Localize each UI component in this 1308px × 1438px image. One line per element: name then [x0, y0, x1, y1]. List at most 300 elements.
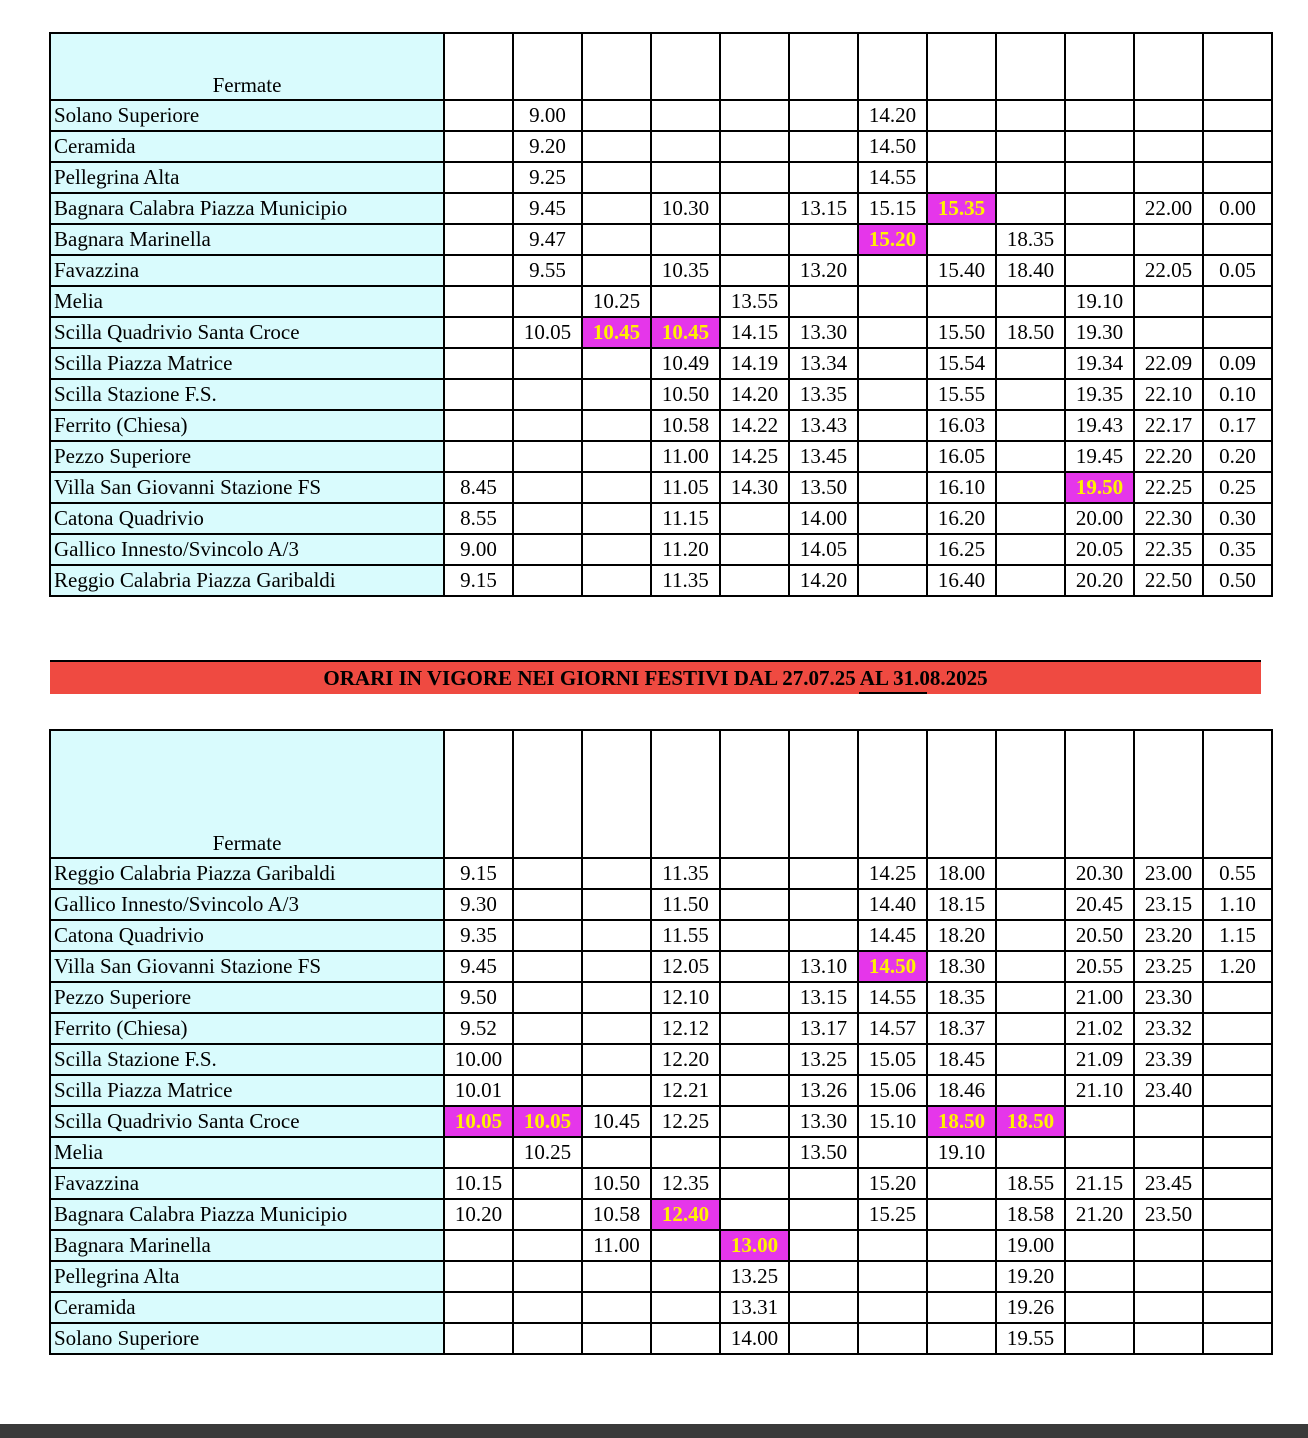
stop-name: Pellegrina Alta	[50, 162, 444, 193]
footer-bar	[0, 1424, 1308, 1438]
time-cell	[996, 503, 1065, 534]
header-run-cell	[858, 730, 927, 858]
time-cell	[789, 1199, 858, 1230]
time-cell	[1203, 1168, 1272, 1199]
time-cell	[858, 1137, 927, 1168]
time-cell: 19.43	[1065, 410, 1134, 441]
time-cell: 9.55	[513, 255, 582, 286]
time-cell	[513, 951, 582, 982]
time-cell: 13.55	[720, 286, 789, 317]
time-cell	[789, 1168, 858, 1199]
table-row	[50, 131, 1272, 162]
time-cell	[1065, 1323, 1134, 1354]
time-cell	[789, 286, 858, 317]
header-run-cell	[789, 33, 858, 100]
time-cell	[720, 162, 789, 193]
time-cell: 11.35	[651, 565, 720, 596]
time-cell: 14.45	[858, 920, 927, 951]
highlighted-time-cell: 18.50	[927, 1106, 996, 1137]
time-cell	[720, 565, 789, 596]
time-cell: 8.45	[444, 472, 513, 503]
time-cell	[651, 162, 720, 193]
time-cell	[1203, 317, 1272, 348]
table-row	[50, 889, 1272, 920]
table-row	[50, 1137, 1272, 1168]
time-cell: 19.34	[1065, 348, 1134, 379]
time-cell: 10.01	[444, 1075, 513, 1106]
time-cell	[789, 920, 858, 951]
time-cell: 16.10	[927, 472, 996, 503]
time-cell: 0.20	[1203, 441, 1272, 472]
time-cell: 9.45	[513, 193, 582, 224]
header-row	[50, 33, 1272, 100]
time-cell: 14.19	[720, 348, 789, 379]
stop-name: Solano Superiore	[50, 1323, 444, 1354]
time-cell	[513, 410, 582, 441]
table-row	[50, 1292, 1272, 1323]
table-row	[50, 858, 1272, 889]
time-cell: 23.32	[1134, 1013, 1203, 1044]
time-cell: 0.25	[1203, 472, 1272, 503]
time-cell: 23.25	[1134, 951, 1203, 982]
time-cell: 18.15	[927, 889, 996, 920]
time-cell: 22.10	[1134, 379, 1203, 410]
time-cell	[651, 1137, 720, 1168]
header-run-cell	[1203, 730, 1272, 858]
time-cell	[1134, 317, 1203, 348]
stop-name: Bagnara Calabra Piazza Municipio	[50, 1199, 444, 1230]
time-cell: 18.50	[996, 317, 1065, 348]
time-cell	[1203, 1044, 1272, 1075]
table-row	[50, 1199, 1272, 1230]
header-run-cell	[1134, 33, 1203, 100]
time-cell: 22.00	[1134, 193, 1203, 224]
time-cell	[858, 1323, 927, 1354]
time-cell	[996, 162, 1065, 193]
time-cell	[927, 162, 996, 193]
stop-name: Melia	[50, 286, 444, 317]
time-cell: 18.37	[927, 1013, 996, 1044]
time-cell	[444, 317, 513, 348]
time-cell	[720, 1106, 789, 1137]
time-cell	[1134, 224, 1203, 255]
time-cell	[582, 255, 651, 286]
time-cell	[444, 1261, 513, 1292]
stop-name: Bagnara Marinella	[50, 224, 444, 255]
time-cell: 21.20	[1065, 1199, 1134, 1230]
holiday-timetable-body	[50, 730, 1272, 1354]
time-cell: 13.43	[789, 410, 858, 441]
time-cell	[996, 100, 1065, 131]
time-cell	[927, 1199, 996, 1230]
time-cell: 9.20	[513, 131, 582, 162]
time-cell: 18.35	[996, 224, 1065, 255]
time-cell: 18.45	[927, 1044, 996, 1075]
time-cell	[513, 1292, 582, 1323]
time-cell	[444, 224, 513, 255]
time-cell: 9.45	[444, 951, 513, 982]
time-cell	[582, 889, 651, 920]
time-cell: 12.25	[651, 1106, 720, 1137]
time-cell: 18.40	[996, 255, 1065, 286]
time-cell	[582, 1323, 651, 1354]
time-cell	[651, 100, 720, 131]
time-cell: 15.25	[858, 1199, 927, 1230]
time-cell: 16.25	[927, 534, 996, 565]
time-cell: 22.17	[1134, 410, 1203, 441]
stop-name: Scilla Piazza Matrice	[50, 1075, 444, 1106]
time-cell	[513, 565, 582, 596]
time-cell: 16.40	[927, 565, 996, 596]
time-cell	[858, 410, 927, 441]
time-cell	[720, 920, 789, 951]
header-run-cell	[444, 730, 513, 858]
stop-name: Catona Quadrivio	[50, 920, 444, 951]
highlighted-time-cell: 14.50	[858, 951, 927, 982]
stop-name: Reggio Calabria Piazza Garibaldi	[50, 565, 444, 596]
time-cell	[582, 1075, 651, 1106]
time-cell: 13.25	[789, 1044, 858, 1075]
time-cell: 11.15	[651, 503, 720, 534]
time-cell: 14.20	[858, 100, 927, 131]
time-cell	[1065, 193, 1134, 224]
header-run-cell	[513, 730, 582, 858]
time-cell: 9.52	[444, 1013, 513, 1044]
header-run-cell	[444, 33, 513, 100]
table-row	[50, 317, 1272, 348]
time-cell: 14.25	[858, 858, 927, 889]
highlighted-time-cell: 15.20	[858, 224, 927, 255]
table-row	[50, 1168, 1272, 1199]
stop-name: Gallico Innesto/Svincolo A/3	[50, 534, 444, 565]
time-cell	[582, 379, 651, 410]
time-cell: 14.55	[858, 982, 927, 1013]
time-cell	[444, 286, 513, 317]
time-cell	[582, 565, 651, 596]
time-cell	[927, 1168, 996, 1199]
stop-name: Reggio Calabria Piazza Garibaldi	[50, 858, 444, 889]
table-row	[50, 982, 1272, 1013]
time-cell	[513, 1044, 582, 1075]
time-cell	[513, 1013, 582, 1044]
stop-name: Pezzo Superiore	[50, 441, 444, 472]
time-cell: 13.31	[720, 1292, 789, 1323]
time-cell	[651, 1261, 720, 1292]
time-cell: 14.57	[858, 1013, 927, 1044]
stop-name: Pezzo Superiore	[50, 982, 444, 1013]
time-cell	[582, 348, 651, 379]
time-cell	[996, 920, 1065, 951]
time-cell: 12.21	[651, 1075, 720, 1106]
time-cell: 15.05	[858, 1044, 927, 1075]
header-run-cell	[582, 730, 651, 858]
time-cell	[1203, 1013, 1272, 1044]
time-cell: 10.25	[582, 286, 651, 317]
time-cell: 21.15	[1065, 1168, 1134, 1199]
time-cell: 12.20	[651, 1044, 720, 1075]
stop-name: Villa San Giovanni Stazione FS	[50, 472, 444, 503]
time-cell	[651, 131, 720, 162]
time-cell: 15.06	[858, 1075, 927, 1106]
time-cell: 19.00	[996, 1230, 1065, 1261]
time-cell: 20.55	[1065, 951, 1134, 982]
time-cell	[996, 1137, 1065, 1168]
time-cell: 18.58	[996, 1199, 1065, 1230]
time-cell: 22.20	[1134, 441, 1203, 472]
time-cell	[513, 1199, 582, 1230]
highlighted-time-cell: 19.50	[1065, 472, 1134, 503]
header-run-cell	[720, 730, 789, 858]
time-cell: 0.09	[1203, 348, 1272, 379]
header-run-cell	[1203, 33, 1272, 100]
time-cell	[789, 1292, 858, 1323]
time-cell: 14.30	[720, 472, 789, 503]
time-cell: 18.30	[927, 951, 996, 982]
time-cell: 13.35	[789, 379, 858, 410]
time-cell	[513, 348, 582, 379]
time-cell: 13.30	[789, 1106, 858, 1137]
time-cell	[444, 379, 513, 410]
time-cell	[720, 131, 789, 162]
time-cell	[720, 1199, 789, 1230]
time-cell	[513, 1075, 582, 1106]
highlighted-time-cell: 10.05	[513, 1106, 582, 1137]
time-cell: 9.30	[444, 889, 513, 920]
time-cell	[720, 1013, 789, 1044]
time-cell: 1.20	[1203, 951, 1272, 982]
time-cell: 10.30	[651, 193, 720, 224]
header-run-cell	[858, 33, 927, 100]
time-cell	[582, 858, 651, 889]
time-cell	[996, 1044, 1065, 1075]
time-cell	[444, 1323, 513, 1354]
time-cell	[1065, 1230, 1134, 1261]
time-cell: 10.35	[651, 255, 720, 286]
time-cell	[582, 534, 651, 565]
time-cell: 19.35	[1065, 379, 1134, 410]
time-cell	[720, 889, 789, 920]
time-cell	[444, 255, 513, 286]
time-cell: 14.50	[858, 131, 927, 162]
time-cell	[651, 1230, 720, 1261]
time-cell	[858, 1261, 927, 1292]
time-cell	[927, 131, 996, 162]
table-row	[50, 441, 1272, 472]
time-cell	[720, 1075, 789, 1106]
time-cell: 14.22	[720, 410, 789, 441]
time-cell	[444, 1292, 513, 1323]
time-cell	[927, 286, 996, 317]
time-cell: 21.10	[1065, 1075, 1134, 1106]
time-cell	[858, 1230, 927, 1261]
time-cell: 15.54	[927, 348, 996, 379]
time-cell: 1.15	[1203, 920, 1272, 951]
table-row	[50, 1013, 1272, 1044]
time-cell: 15.15	[858, 193, 927, 224]
time-cell	[513, 858, 582, 889]
time-cell	[1203, 1292, 1272, 1323]
highlighted-time-cell: 10.45	[582, 317, 651, 348]
time-cell	[444, 131, 513, 162]
stop-name: Scilla Piazza Matrice	[50, 348, 444, 379]
time-cell: 23.15	[1134, 889, 1203, 920]
time-cell	[1203, 162, 1272, 193]
time-cell: 18.46	[927, 1075, 996, 1106]
time-cell: 13.50	[789, 472, 858, 503]
time-cell: 16.03	[927, 410, 996, 441]
header-run-cell	[651, 33, 720, 100]
time-cell: 23.39	[1134, 1044, 1203, 1075]
time-cell	[1065, 162, 1134, 193]
header-run-cell	[1065, 33, 1134, 100]
time-cell: 10.15	[444, 1168, 513, 1199]
stop-name: Bagnara Marinella	[50, 1230, 444, 1261]
time-cell: 16.05	[927, 441, 996, 472]
time-cell: 23.20	[1134, 920, 1203, 951]
time-cell	[1203, 1199, 1272, 1230]
time-cell	[444, 410, 513, 441]
banner-underline	[859, 692, 927, 694]
time-cell	[996, 534, 1065, 565]
time-cell: 11.50	[651, 889, 720, 920]
time-cell	[996, 982, 1065, 1013]
time-cell	[720, 503, 789, 534]
time-cell: 23.00	[1134, 858, 1203, 889]
time-cell: 9.00	[444, 534, 513, 565]
time-cell	[1134, 162, 1203, 193]
time-cell	[582, 224, 651, 255]
time-cell: 14.55	[858, 162, 927, 193]
header-run-cell	[996, 730, 1065, 858]
time-cell	[1065, 1106, 1134, 1137]
time-cell: 15.50	[927, 317, 996, 348]
header-stops-label: Fermate	[50, 33, 444, 100]
time-cell: 15.20	[858, 1168, 927, 1199]
time-cell: 13.26	[789, 1075, 858, 1106]
time-cell	[996, 441, 1065, 472]
time-cell	[582, 1044, 651, 1075]
time-cell: 18.55	[996, 1168, 1065, 1199]
stop-name: Ferrito (Chiesa)	[50, 1013, 444, 1044]
time-cell	[1203, 224, 1272, 255]
time-cell	[1203, 1106, 1272, 1137]
stop-name: Ceramida	[50, 1292, 444, 1323]
time-cell	[513, 1168, 582, 1199]
time-cell	[1203, 1075, 1272, 1106]
time-cell: 13.15	[789, 982, 858, 1013]
table-row	[50, 565, 1272, 596]
time-cell: 22.35	[1134, 534, 1203, 565]
header-run-cell	[927, 33, 996, 100]
time-cell	[651, 224, 720, 255]
header-row	[50, 730, 1272, 858]
time-cell	[444, 441, 513, 472]
time-cell	[720, 951, 789, 982]
time-cell	[789, 162, 858, 193]
time-cell: 15.10	[858, 1106, 927, 1137]
time-cell: 11.05	[651, 472, 720, 503]
time-cell	[582, 472, 651, 503]
time-cell	[1203, 982, 1272, 1013]
time-cell: 22.05	[1134, 255, 1203, 286]
time-cell: 14.40	[858, 889, 927, 920]
time-cell	[582, 1261, 651, 1292]
time-cell: 10.45	[582, 1106, 651, 1137]
time-cell: 13.20	[789, 255, 858, 286]
table-row	[50, 472, 1272, 503]
weekday-timetable	[49, 32, 1273, 597]
time-cell	[789, 1230, 858, 1261]
time-cell	[582, 1137, 651, 1168]
time-cell: 13.45	[789, 441, 858, 472]
header-run-cell	[996, 33, 1065, 100]
time-cell	[513, 441, 582, 472]
time-cell: 13.25	[720, 1261, 789, 1292]
stop-name: Pellegrina Alta	[50, 1261, 444, 1292]
holiday-schedule-banner	[50, 660, 1261, 694]
time-cell: 14.00	[789, 503, 858, 534]
time-cell: 11.20	[651, 534, 720, 565]
time-cell: 9.00	[513, 100, 582, 131]
time-cell	[1065, 255, 1134, 286]
time-cell: 14.20	[720, 379, 789, 410]
table-row	[50, 1230, 1272, 1261]
stop-name: Solano Superiore	[50, 100, 444, 131]
stop-name: Ferrito (Chiesa)	[50, 410, 444, 441]
time-cell: 20.05	[1065, 534, 1134, 565]
time-cell: 22.30	[1134, 503, 1203, 534]
time-cell: 0.05	[1203, 255, 1272, 286]
time-cell: 23.30	[1134, 982, 1203, 1013]
time-cell	[789, 1323, 858, 1354]
time-cell: 20.00	[1065, 503, 1134, 534]
time-cell	[1134, 1261, 1203, 1292]
time-cell	[996, 410, 1065, 441]
time-cell: 19.55	[996, 1323, 1065, 1354]
time-cell	[651, 286, 720, 317]
stop-name: Ceramida	[50, 131, 444, 162]
time-cell: 10.58	[651, 410, 720, 441]
time-cell: 9.15	[444, 858, 513, 889]
time-cell: 15.55	[927, 379, 996, 410]
table-row	[50, 951, 1272, 982]
time-cell: 22.50	[1134, 565, 1203, 596]
time-cell: 10.58	[582, 1199, 651, 1230]
time-cell	[927, 1230, 996, 1261]
table-row	[50, 1075, 1272, 1106]
time-cell	[1134, 286, 1203, 317]
time-cell	[582, 503, 651, 534]
time-cell	[582, 410, 651, 441]
time-cell	[1203, 131, 1272, 162]
time-cell: 10.25	[513, 1137, 582, 1168]
time-cell: 21.02	[1065, 1013, 1134, 1044]
time-cell	[582, 951, 651, 982]
time-cell	[996, 193, 1065, 224]
time-cell	[927, 1323, 996, 1354]
table-row	[50, 410, 1272, 441]
time-cell: 21.00	[1065, 982, 1134, 1013]
time-cell	[582, 1292, 651, 1323]
time-cell: 19.45	[1065, 441, 1134, 472]
time-cell: 22.25	[1134, 472, 1203, 503]
time-cell	[720, 193, 789, 224]
time-cell	[789, 131, 858, 162]
time-cell: 10.05	[513, 317, 582, 348]
stop-name: Scilla Quadrivio Santa Croce	[50, 317, 444, 348]
time-cell	[444, 1230, 513, 1261]
table-row	[50, 920, 1272, 951]
